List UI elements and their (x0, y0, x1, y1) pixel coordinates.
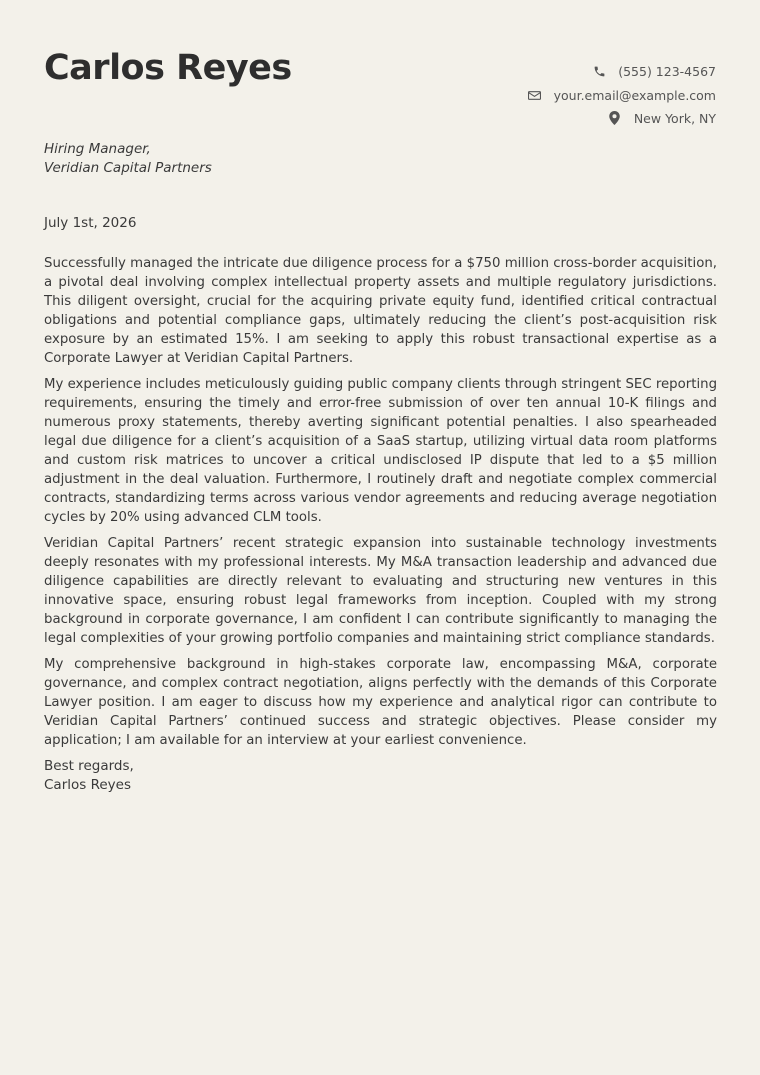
envelope-icon (528, 88, 542, 102)
closing-signature: Carlos Reyes (44, 777, 131, 793)
applicant-name: Carlos Reyes (44, 48, 292, 88)
recipient-company: Veridian Capital Partners (44, 160, 212, 176)
recipient-title: Hiring Manager, (44, 141, 151, 157)
letter-date: July 1st, 2026 (44, 215, 137, 231)
contact-block (416, 60, 716, 130)
phone-icon (592, 65, 606, 79)
contact-email (416, 83, 716, 106)
body-paragraph: My comprehensive background in high-stakes corporate law, encompassing M&A, corporate governance, and complex contract negotiation, aligns perfectly with the demands of this Corporate Lawyer position. I am eager to discuss how my experience and analytical rigor can contribute to Veridian Capital Partners’ continued success and strategic objectives. Please consider my application; I am available for an interview at your earliest convenience. (44, 657, 717, 748)
location-text: New York, NY (633, 110, 716, 126)
body-paragraph: My experience includes meticulously guiding public company clients through stringent SEC reporting requirements, ensuring the timely and error-free submission of over ten annual 10-K filings and numerous proxy statements, thereby averting significant potential penalties. I also spearheaded legal due diligence for a client’s acquisition of a SaaS startup, utilizing virtual data room platforms and custom risk matrices to uncover a critical undisclosed IP dispute that led to a $5 million adjustment in the deal valuation. Furthermore, I routinely draft and negotiate complex commercial contracts, standardizing terms across various vendor agreements and reducing average negotiation cycles by 20% using advanced CLM tools. (44, 377, 718, 525)
letter-body (44, 254, 717, 795)
body-paragraph: Successfully managed the intricate due diligence process for a $750 million cross-border acquisition, a pivotal deal involving complex intellectual property assets and multiple regulatory jurisdictions. This diligent oversight, crucial for the acquiring private equity fund, identified critical contractual obligations and potential compliance gaps, ultimately reducing the client’s post-acquisition risk exposure by an estimated 15%. I am seeking to apply this robust transactional expertise as a Corporate Lawyer at Veridian Capital Partners. (44, 256, 717, 366)
contact-location (416, 107, 716, 130)
closing-salutation: Best regards, (44, 758, 134, 774)
email-text: your.email@example.com (553, 87, 716, 103)
contact-phone (416, 60, 716, 83)
recipient-block (44, 140, 212, 178)
phone-text: (555) 123-4567 (618, 64, 716, 80)
body-paragraph: Veridian Capital Partners’ recent strategic expansion into sustainable technology investments deeply resonates with my professional interests. My M&A transaction leadership and advanced due diligence capabilities are directly relevant to evaluating and structuring new ventures in this innovative space, ensuring robust legal frameworks from inception. Coupled with my strong background in corporate governance, I am confident I can contribute significantly to managing the legal complexities of your growing portfolio companies and maintaining strict compliance standards. (44, 536, 717, 646)
map-pin-icon (608, 111, 622, 125)
closing-block (44, 757, 717, 795)
